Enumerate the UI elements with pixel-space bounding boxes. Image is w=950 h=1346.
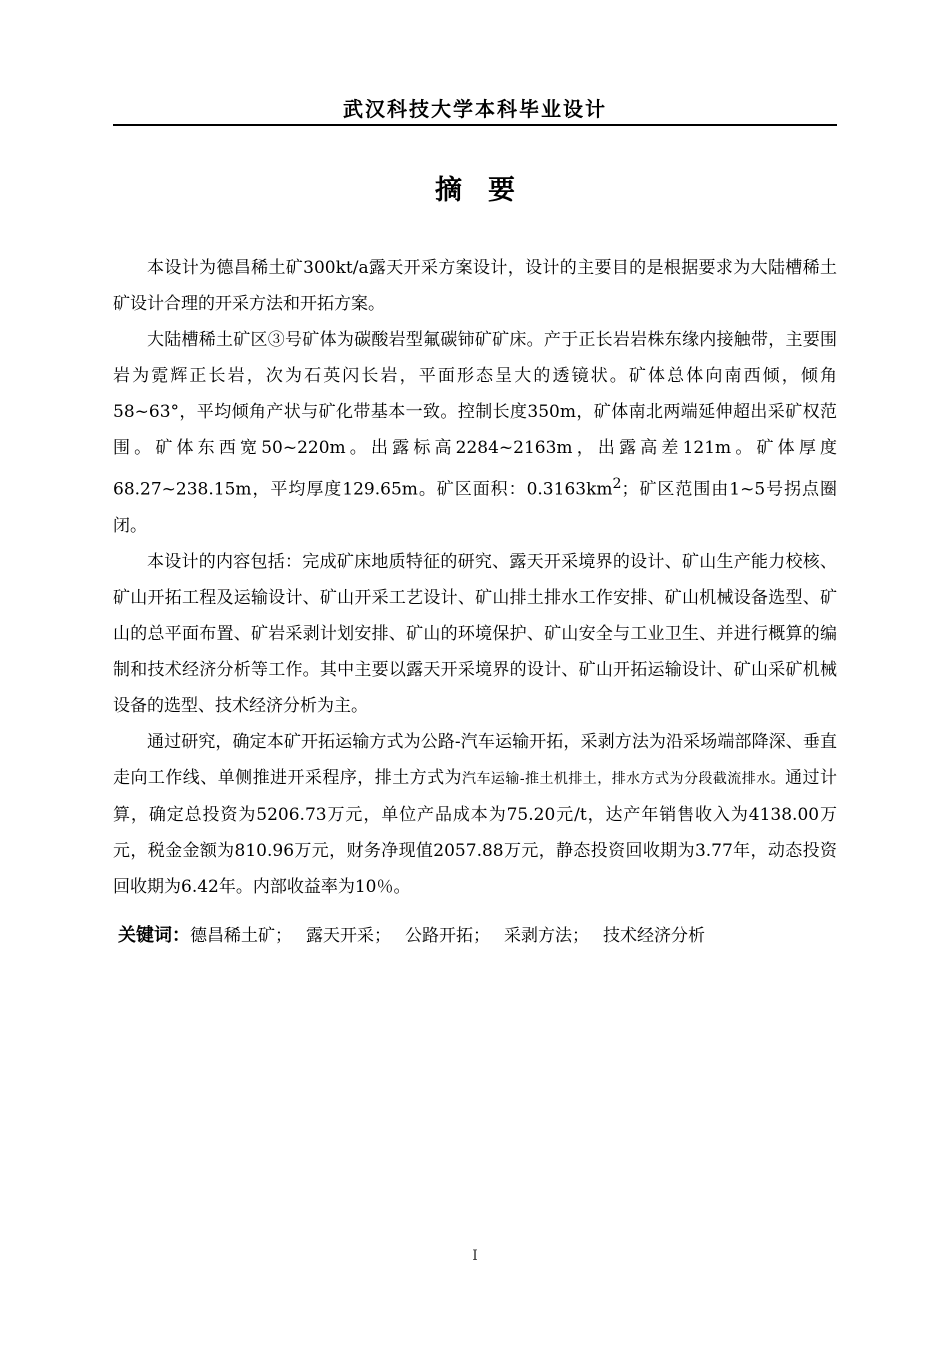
paragraph-2-tail: ；矿区范围由1~5号拐点圈闭。 xyxy=(113,479,837,536)
keywords-label: 关键词： xyxy=(118,925,190,946)
paragraph-4-small-text: 汽车运输-推土机排土，排水方式为分段截流排水。 xyxy=(462,770,786,787)
keyword-item: 公路开拓； xyxy=(405,926,490,946)
keywords-line xyxy=(118,920,838,952)
keyword-item: 德昌稀土矿； xyxy=(190,926,292,946)
paragraph-3: 本设计的内容包括：完成矿床地质特征的研究、露天开采境界的设计、矿山生产能力校核、矿山开拓工程及运输设计、矿山开采工艺设计、矿山排土排水工作安排、矿山机械设备选型、矿山的总平面布置、矿岩采剥计划安排、矿山的环境保护、矿山安全与工业卫生、并进行概算的编制和技术经济分析等工作。其中主要以露天开采境界的设计、矿山开拓运输设计、矿山采矿机械设备的选型、技术经济分析为主。 xyxy=(113,551,837,716)
paragraph-2-text: 大陆槽稀土矿区③号矿体为碳酸岩型氟碳铈矿矿床。产于正长岩岩株东缘内接触带，主要围岩为霓辉正长岩，次为石英闪长岩，平面形态呈大的透镜状。矿体总体向南西倾，倾角58~63°，平均倾角产状与矿化带基本一致。控制长度350m，矿体南北两端延伸超出采矿权范围。矿体东西宽50~220m。出露标高2284~2163m，出露高差121m。矿体厚度68.27~238.15m，平均厚度129.65m。矿区面积：0.3163km xyxy=(113,330,837,500)
area-unit-superscript: 2 xyxy=(612,476,622,492)
paragraph-1: 本设计为德昌稀土矿300kt/a露天开采方案设计，设计的主要目的是根据要求为大陆槽稀土矿设计合理的开采方法和开拓方案。 xyxy=(113,258,837,314)
paragraph-4-tail: 通过计算，确定总投资为5206.73万元，单位产品成本为75.20元/t，达产年销售收入为4138.00万元，税金金额为810.96万元，财务净现值2057.88万元，静态投资回收期为3.77年，动态投资回收期为6.42年。内部收益率为10％。 xyxy=(113,767,838,897)
keyword-item: 采剥方法； xyxy=(504,926,589,946)
keyword-item: 技术经济分析 xyxy=(603,926,705,946)
page-number: I xyxy=(472,1248,478,1264)
header-rule xyxy=(113,124,837,126)
document-header: 武汉科技大学本科毕业设计 xyxy=(343,97,607,121)
keyword-item: 露天开采； xyxy=(306,926,391,946)
paragraph-4 xyxy=(113,724,837,905)
paragraph-2 xyxy=(113,322,837,544)
paragraph-4-text: 通过研究，确定本矿开拓运输方式为公路-汽车运输开拓，采剥方法为沿采场端部降深、垂直走向工作线、单侧推进开采程序，排土方式为 xyxy=(113,731,837,788)
abstract-title: 摘要 xyxy=(435,175,541,206)
abstract-body xyxy=(113,250,837,905)
